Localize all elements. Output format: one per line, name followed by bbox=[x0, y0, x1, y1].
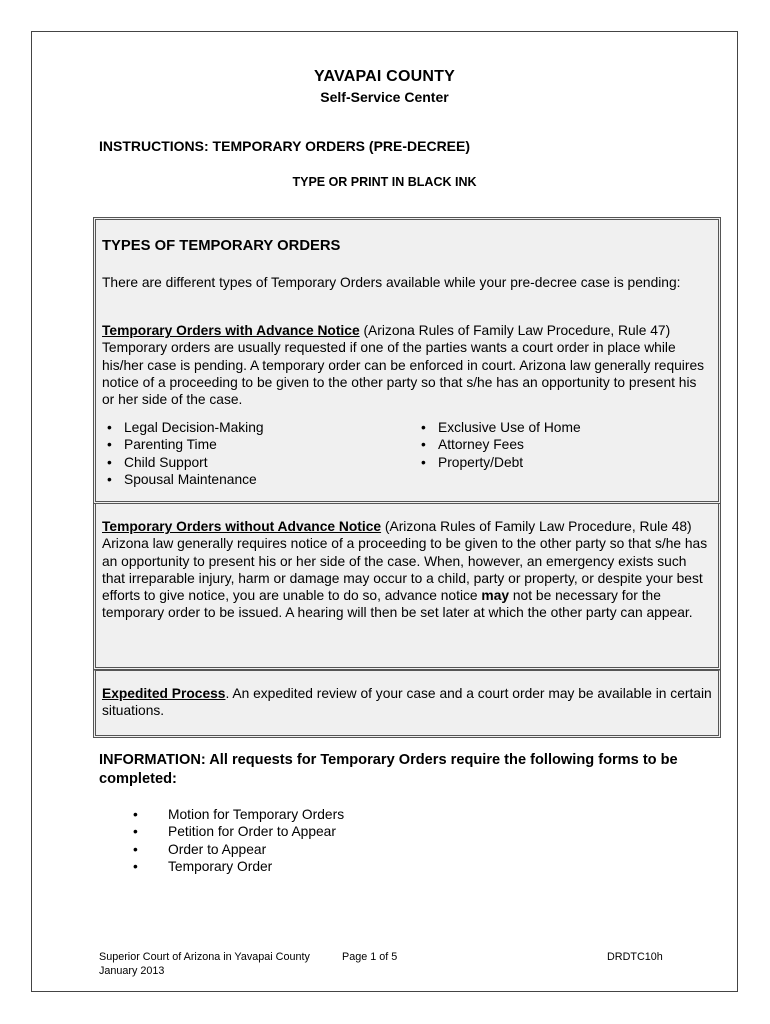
instructions-heading: INSTRUCTIONS: TEMPORARY ORDERS (PRE-DECREE) bbox=[99, 138, 471, 154]
list-item: • Parenting Time bbox=[102, 436, 264, 453]
without-notice-paragraph bbox=[102, 518, 712, 622]
center-subtitle: Self-Service Center bbox=[320, 89, 449, 105]
expedited-box bbox=[93, 670, 721, 738]
footer-page-number: Page 1 of 5 bbox=[342, 951, 398, 963]
with-notice-rule: (Arizona Rules of Family Law Procedure, Rule 47) bbox=[359, 323, 671, 338]
without-notice-body-end: not be necessary for the temporary order to be issued. A hearing will then be set later at which the other party can appear. bbox=[102, 588, 693, 621]
list-item: • Exclusive Use of Home bbox=[416, 419, 581, 436]
with-notice-title: Temporary Orders with Advance Notice bbox=[102, 323, 360, 338]
expedited-body: . An expedited review of your case and a court order may be available in certain situations. bbox=[102, 686, 712, 719]
expedited-title: Expedited Process bbox=[102, 686, 226, 701]
order-types-right-list bbox=[416, 419, 581, 471]
types-section-box bbox=[93, 217, 721, 504]
expedited-paragraph bbox=[102, 685, 712, 720]
information-heading: INFORMATION: All requests for Temporary Orders require the following forms to be completed: bbox=[99, 752, 678, 787]
required-forms-list bbox=[130, 806, 344, 875]
list-item: • Spousal Maintenance bbox=[102, 471, 264, 488]
without-notice-box bbox=[93, 504, 721, 670]
with-notice-paragraph bbox=[102, 322, 712, 408]
without-notice-title: Temporary Orders without Advance Notice bbox=[102, 519, 382, 534]
order-types-left-list bbox=[102, 419, 264, 488]
list-item: • Attorney Fees bbox=[416, 436, 581, 453]
county-title: YAVAPAI COUNTY bbox=[314, 68, 455, 85]
without-notice-emphasis: may bbox=[481, 588, 510, 604]
without-notice-body: Arizona law generally requires notice of a proceeding to be given to the other party so that s/he has an opportunity to present his or her side of the case. When, however, an emergency exists such that irreparable injury, harm or damage may occur to a child, party or property, or despite your best efforts to give notice, you are unable to do so, advance notice bbox=[102, 536, 708, 604]
footer-court-name: Superior Court of Arizona in Yavapai County bbox=[99, 951, 310, 963]
document-page bbox=[31, 31, 738, 992]
types-heading: TYPES OF TEMPORARY ORDERS bbox=[102, 238, 341, 254]
list-item: • Motion for Temporary Orders bbox=[130, 806, 344, 823]
list-item: • Legal Decision-Making bbox=[102, 419, 264, 436]
without-notice-rule: (Arizona Rules of Family Law Procedure, Rule 48) bbox=[381, 519, 692, 534]
ink-note: TYPE OR PRINT IN BLACK INK bbox=[292, 175, 477, 189]
list-item: • Order to Appear bbox=[130, 841, 344, 858]
list-item: • Child Support bbox=[102, 454, 264, 471]
footer-court bbox=[99, 951, 310, 978]
list-item: • Property/Debt bbox=[416, 454, 581, 471]
footer-form-code: DRDTC10h bbox=[607, 951, 663, 963]
with-notice-body: Temporary orders are usually requested if one of the parties wants a court order in place while his/her case is pending. A temporary order can be enforced in court. Arizona law generally requires notice of a proceeding to be given to the other party so that s/he has an opportunity to present his or her side of the case. bbox=[102, 340, 705, 408]
list-item: • Temporary Order bbox=[130, 858, 344, 875]
types-intro: There are different types of Temporary Orders available while your pre-decree case is pending: bbox=[102, 275, 681, 290]
footer-date: January 2013 bbox=[99, 964, 165, 977]
list-item: • Petition for Order to Appear bbox=[130, 823, 344, 840]
